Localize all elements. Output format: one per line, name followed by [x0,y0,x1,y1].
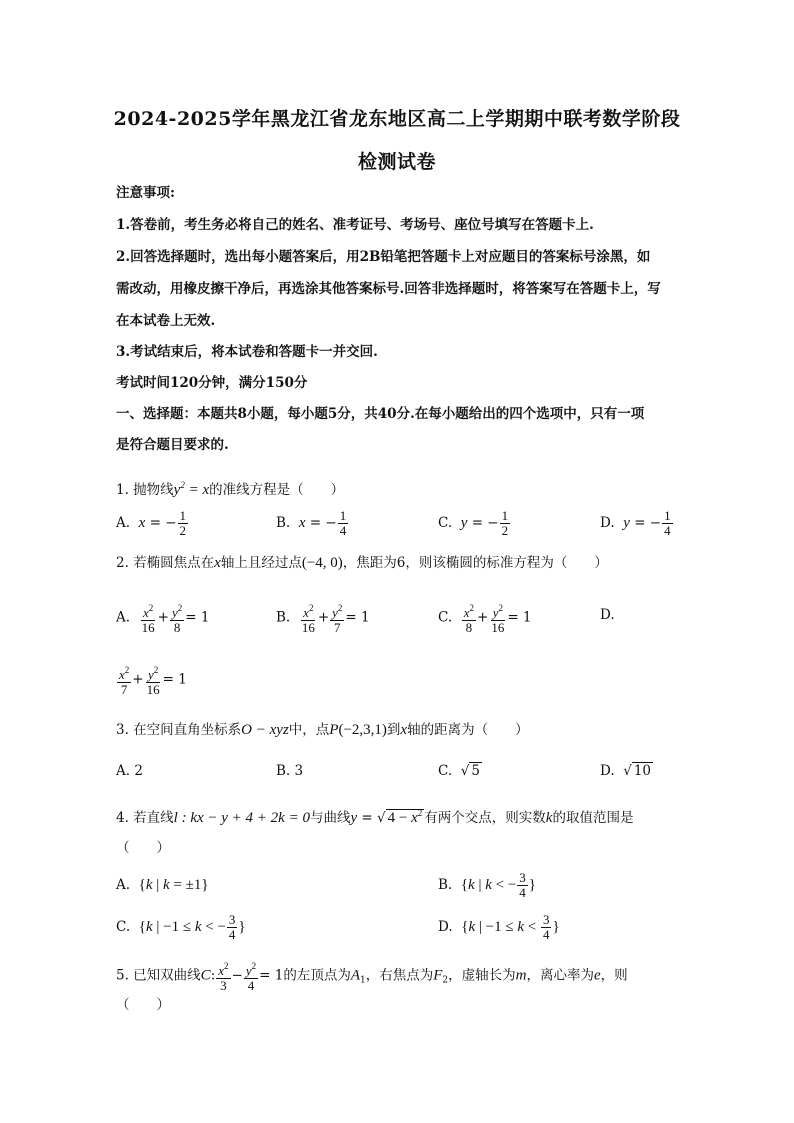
q1-option-a: A. x = − $\frac{1}{2}$ [116,508,187,538]
notice-heading: 注意事项: [116,185,175,201]
notice-item-1: 1.答卷前，考生务必将自己的姓名、准考证号、考场号、座位号填写在答题卡上. [116,217,594,233]
q2-option-d: $\frac{x^2}{7}$ + $\frac{y^2}{16}$ = 1 [119,665,187,697]
q2-option-a: A. $\frac{x^2}{16}$ + $\frac{y^2}{8}$ = 1 [116,603,210,635]
q1-formula: $y^2 = x$ [173,480,210,498]
question-5-stem: 5. 已知双曲线C: $\frac{x^2}{3}$ − $\frac{y^2}{4}$ = 1的左顶点为$A_1$，右焦点为$F_2$，虚轴长为m，离心率为e，则 [116,961,628,993]
section-1-heading: 一、选择题：本题共8小题，每小题5分，共40分.在每小题给出的四个选项中，只有一项 [116,406,645,422]
q4-option-d: D. {k | −1 ≤ k < $\frac{3}{4}$ } [438,912,560,942]
question-1-stem: 1. 抛物线$y^2 = x$的准线方程是（ ） [116,480,345,498]
q3-option-b: B. 3 [276,763,304,779]
q4-option-a: A. {k | k = ±1} [116,877,209,893]
q1-option-b: B. x = − $\frac{1}{4}$ [276,508,347,538]
q4-option-c: C. {k | −1 ≤ k < − $\frac{3}{4}$ } [116,912,246,942]
notice-item-2a: 2.回答选择题时，选出每小题答案后，用2B铅笔把答题卡上对应题目的答案标号涂黑，如 [116,249,651,265]
question-3-stem: 3. 在空间直角坐标系O − xyz中，点P(−2,3,1)到x轴的距离为（ ） [116,722,529,738]
q2-option-d-label: D. [600,607,615,623]
question-2-stem: 2. 若椭圆焦点在x轴上且经过点(−4, 0)，焦距为6，则该椭圆的标准方程为（ ） [116,555,608,571]
question-4-stem: 4. 若直线l : kx − y + 4 + 2k = 0与曲线y = √ $4 - x^2$ 有两个交点，则实数k的取值范围是 [116,808,634,826]
q2-option-b: B. $\frac{x^2}{16}$ + $\frac{y^2}{7}$ = 1 [276,603,370,635]
exam-time-note: 考试时间120分钟，满分150分 [116,375,308,391]
exam-title-line1: 2024-2025学年黑龙江省龙东地区高二上学期期中联考数学阶段 [113,108,681,130]
q2-option-c: C. $\frac{x^2}{8}$ + $\frac{y^2}{16}$ = 1 [438,603,532,635]
q5-answer-paren: （ ） [116,997,170,1013]
section-1-heading-cont: 是符合题目要求的. [116,437,229,453]
q4-answer-paren: （ ） [116,840,170,856]
q1-option-d: D. y = − $\frac{1}{4}$ [600,508,671,538]
notice-item-2b: 需改动，用橡皮擦干净后，再选涂其他答案标号.回答非选择题时，将答案写在答题卡上，写 [116,281,661,297]
q3-option-c: C. √ 5 [438,763,480,779]
q1-option-c: C. y = − $\frac{1}{2}$ [438,508,509,538]
notice-item-3: 3.考试结束后，将本试卷和答题卡一并交回. [116,344,378,360]
q4-option-b: B. {k | k < − $\frac{3}{4}$ } [438,870,536,900]
q3-option-a: A. 2 [116,763,143,779]
q3-option-d: D. √ 10 [600,763,652,779]
notice-item-2c: 在本试卷上无效. [116,313,216,329]
exam-title-line2: 检测试卷 [357,151,436,173]
